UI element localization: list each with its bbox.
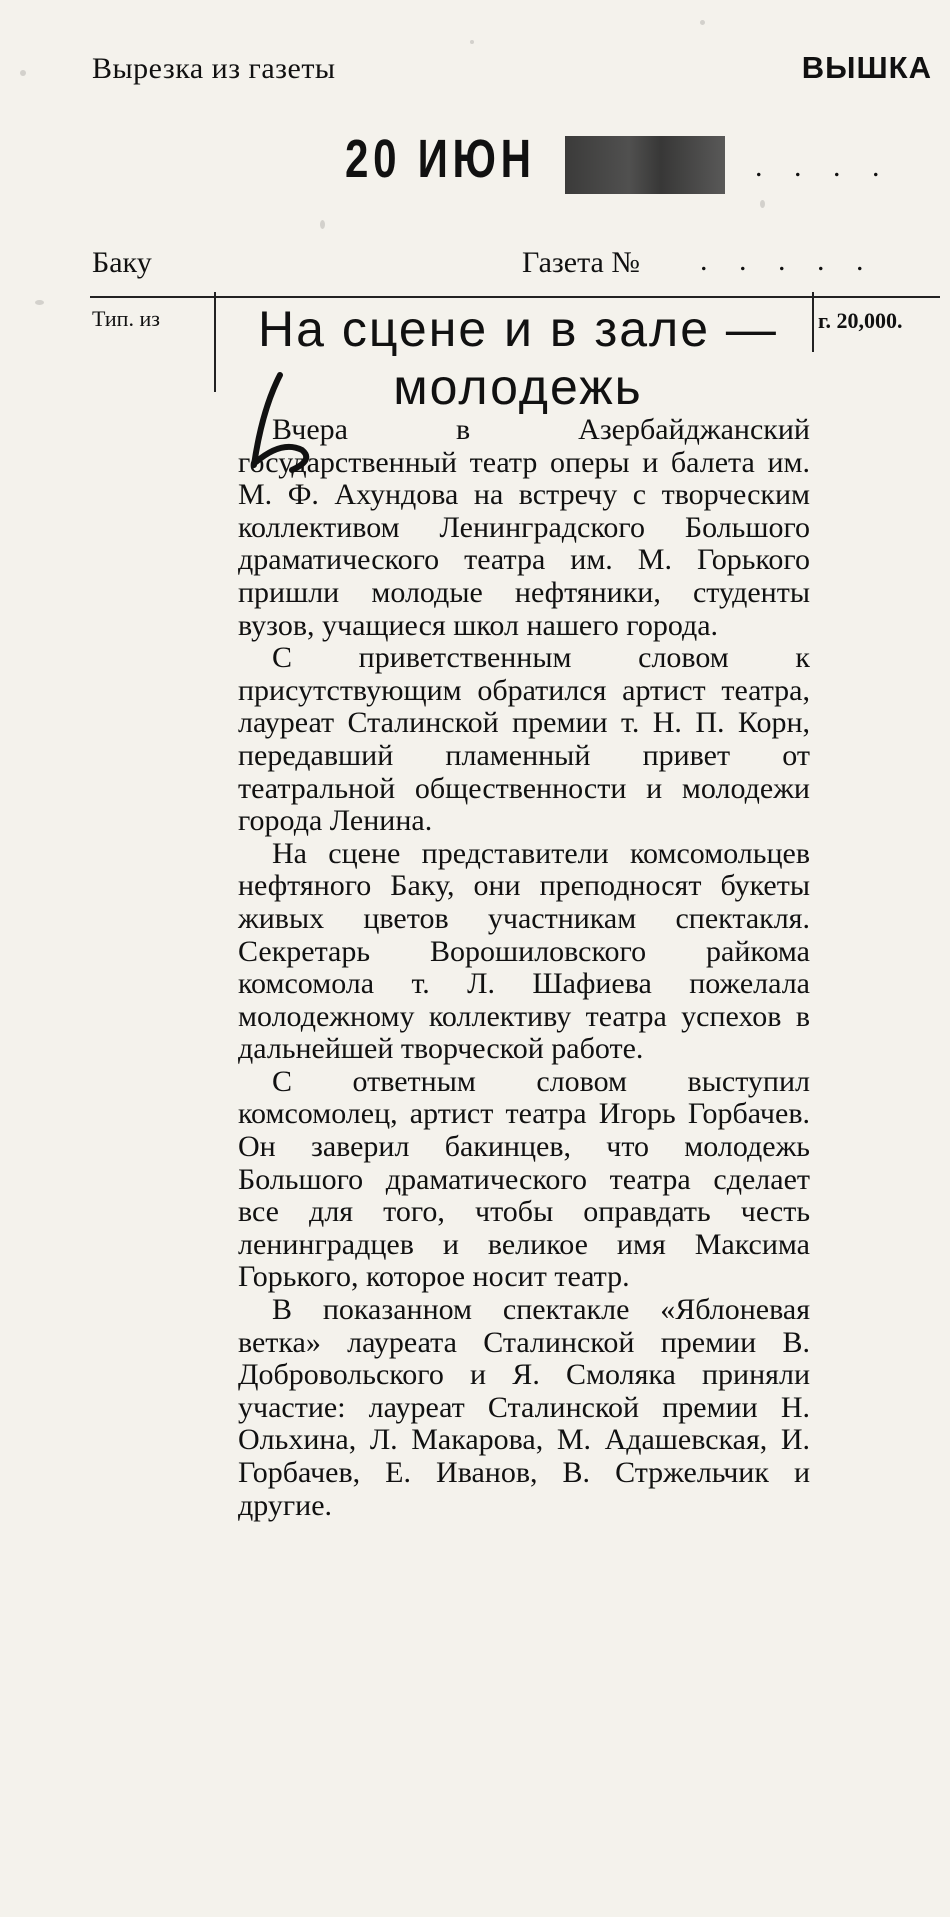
city-label: Баку: [92, 246, 152, 279]
newspaper-name: ВЫШКА: [801, 50, 932, 85]
scan-speck: [20, 70, 26, 76]
scan-speck: [320, 220, 325, 229]
title-line-2: молодежь: [393, 359, 643, 415]
gazette-number-label: Газета №: [522, 246, 640, 279]
paragraph: С приветственным словом к присутствующим обратился артист театра, лауреат Сталинской премии т. Н. П. Корн, передавший пламенный привет от театральной общественности и молодежи города Ленина.: [238, 641, 810, 838]
clipping-border-left: [214, 292, 216, 392]
scan-speck: [760, 200, 765, 208]
clipping-border-right: [812, 292, 814, 352]
scan-speck: [700, 20, 705, 25]
title-line-1: На сцене и в зале —: [258, 301, 778, 357]
paragraph: С ответным словом выступил комсомолец, артист театра Игорь Горбачев. Он заверил бакинцев, что молодежь Большого драматического театра сделает все для того, чтобы оправдать честь ленинградцев и великое имя Максима Горького, которое носит театр.: [238, 1064, 810, 1294]
scan-speck: [470, 40, 474, 44]
paragraph: На сцене представители комсомольцев нефтяного Баку, они преподносят букеты живых цветов участникам спектакля. Секретарь Ворошиловского райкома комсомола т. Л. Шафиева пожелала молодежному коллективу театра успехов в дальнейшей творческой работе.: [238, 836, 810, 1066]
paragraph: Вчера в Азербайджанский государственный театр оперы и балета им. М. Ф. Ахундова на встречу с творческим коллективом Ленинградского Большого драматического театра им. М. Горького пришли молодые нефтяники, студенты вузов, учащиеся школ нашего города.: [238, 413, 810, 642]
circulation: г. 20,000.: [818, 308, 903, 333]
scan-speck: [35, 300, 44, 305]
dot-leader: . . . . .: [700, 244, 876, 277]
dot-leader: . . . .: [755, 150, 892, 183]
print-prefix: Тип. из: [92, 306, 160, 331]
clipping-label: Вырезка из газеты: [92, 52, 336, 85]
date-stamp: 20 ИЮН: [345, 129, 536, 189]
paragraph: В показанном спектакле «Яблоневая ветка» лауреата Сталинской премии В. Добровольского и Я. Смоляка приняли участие: лауреат Сталинской премии Н. Ольхина, Л. Макарова, М. Адашевская, И. Горбачев, Е. Иванов, В. Стржельчик и другие.: [238, 1293, 810, 1522]
article-body: [238, 414, 810, 1522]
stamp-ink-blot: [565, 136, 725, 194]
